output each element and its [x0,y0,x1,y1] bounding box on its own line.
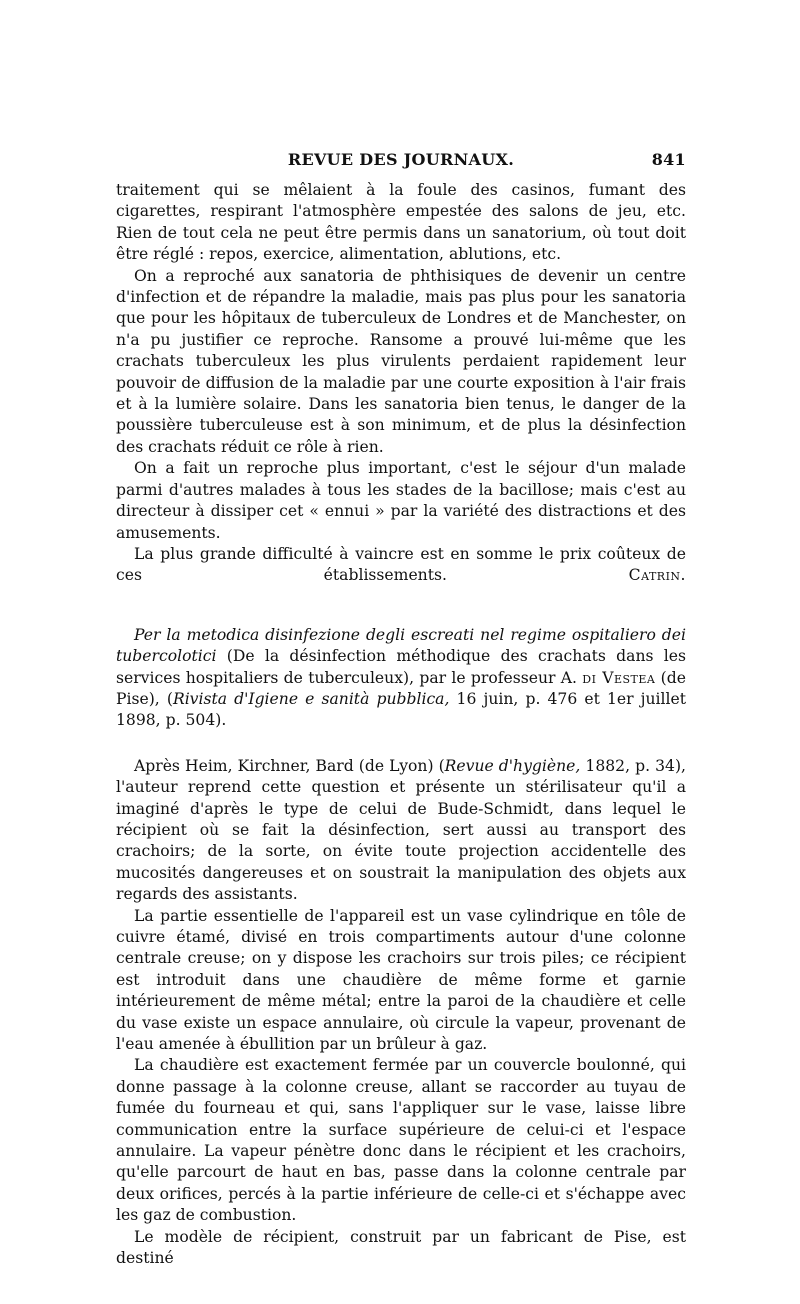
author-signature: Catrin. [628,566,686,585]
paragraph: On a reproché aux sanatoria de phthisiques de devenir un centre d'infection et de répandre la maladie, mais pas plus pour les sanatoria que pour les hôpitaux de tuberculeux de Londres et de Manchester, on n'a pu justifier ce reproche. Ransome a prouvé lui-même que les crachats tuberculeux les plus virulents perdaient rapidement leur pouvoir de diffusion de la maladie par une courte exposition à l'air frais et à la lumière solaire. Dans les sanatoria bien tenus, le danger de la poussière tuberculeuse est à son minimum, et de plus la désinfection des crachats réduit ce rôle à rien. [116,266,686,456]
running-title: REVUE DES JOURNAUX. [287,150,515,169]
paragraph: On a fait un reproche plus important, c'est le séjour d'un malade parmi d'autres malades à tous les stades de la bacillose; mais c'est au directeur à dissiper cet « ennui » par la variété des distractions et des amusements. [116,459,686,542]
journal-page [116,150,686,1270]
section-di-vestea-review [116,756,686,1270]
page-number: 841 [651,150,686,169]
paragraph: La chaudière est exactement fermée par un couvercle boulonné, qui donne passage à la colonne creuse, allant se raccorder au tuyau de fumée du fourneau et qui, sans l'appliquer sur le vase, laisse libre communication entre la surface supérieure de celui-ci et l'espace annulaire. La vapeur pénètre donc dans le récipient et les crachoirs, qu'elle parcourt de haut en bas, passe dans la colonne centrale par deux orifices, percés à la partie inférieure de celle-ci et s'échappe avec les gaz de combustion. [116,1056,686,1225]
paragraph: Après Heim, Kirchner, Bard (de Lyon) (Revue d'hygiène, 1882, p. 34), l'auteur reprend cette question et présente un stérilisateur qu'il a imaginé d'après le type de celui de Bude-Schmidt, dans lequel le récipient où se fait la désinfection, sert aussi au transport des crachoirs; de la sorte, on évite toute projection accidentelle des mucosités dangereuses et on soustrait la manipulation des objets aux regards des assistants. [116,756,686,904]
paragraph-text: La plus grande difficulté à vaincre est en somme le prix coûteux de ces établissements. [116,544,686,585]
author-name: di Vestea [582,668,656,687]
running-head [116,150,686,180]
section-catrin-review [116,180,686,587]
journal-reference: Revue d'hygiène, [444,756,581,775]
journal-name: Rivista d'Igiene e sanità pubblica, [172,689,450,708]
paragraph: Le modèle de récipient, construit par un fabricant de Pise, est destiné [116,1227,686,1268]
paragraph-with-signature [116,544,686,587]
article-heading [116,625,686,732]
italian-title: Per la metodica disinfezione degli escreati nel regime ospitaliero dei tubercolotici [116,625,686,666]
paragraph: La partie essentielle de l'appareil est un vase cylindrique en tôle de cuivre étamé, divisé en trois compartiments autour d'une colonne centrale creuse; on y dispose les crachoirs sur trois piles; ce récipient est introduit dans une chaudière de même forme et garnie intérieurement de même métal; entre la paroi de la chaudière et celle du vase existe un espace annulaire, où circule la vapeur, provenant de l'eau amenée à ébullition par un brûleur à gaz. [116,906,686,1054]
article-title: Per la metodica disinfezione degli escreati nel regime ospitaliero dei tubercolotici (De la désinfection méthodique des crachats dans les services hospitaliers de tuberculeux), par le professeur A. di Vestea (de Pise), (Rivista d'Igiene e sanità pubblica, 16 juin, p. 476 et 1er juillet 1898, p. 504). [116,625,687,730]
paragraph: traitement qui se mêlaient à la foule des casinos, fumant des cigarettes, respirant l'atmosphère empestée des salons de jeu, etc. Rien de tout cela ne peut être permis dans un sanatorium, où tout doit être réglé : repos, exercice, alimentation, ablutions, etc. [116,181,686,264]
